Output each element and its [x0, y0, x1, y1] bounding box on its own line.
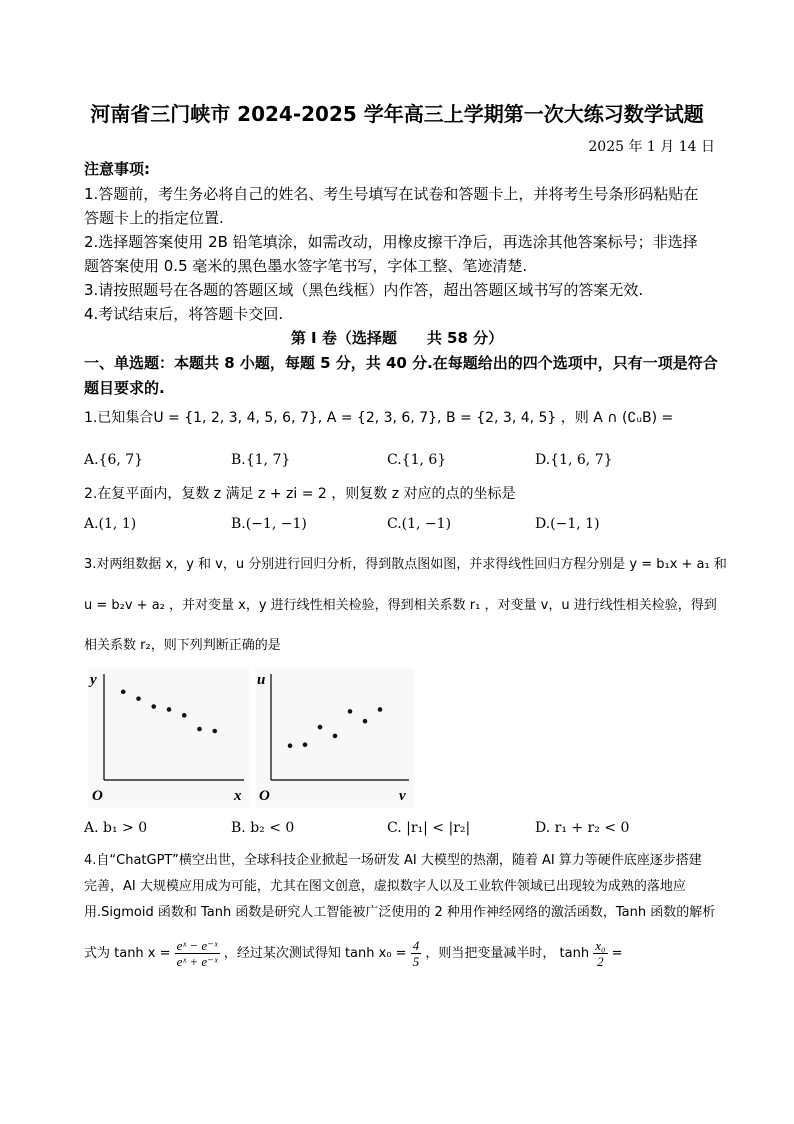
question-4-formula [84, 934, 623, 974]
scatter-point [318, 725, 323, 730]
note-line: 3.请按照题号在各题的答题区域（黑色线框）内作答，超出答题区域书写的答案无效. [84, 281, 644, 299]
page-title: 河南省三门峡市 2024-2025 学年高三上学期第一次大练习数学试题 [90, 102, 704, 126]
tanh-numerator: eˣ − e⁻ˣ [176, 938, 218, 953]
q2-option-d[interactable]: D.(−1, 1) [535, 516, 600, 532]
note-line: 4.考试结束后，将答题卡交回. [84, 305, 284, 323]
scatter-point [167, 707, 172, 712]
question-4-stem: 用.Sigmoid 函数和 Tanh 函数是研究人工智能被广泛使用的 2 种用作神经网络的激活函数，Tanh 函数的解析 [84, 905, 716, 920]
q3-option-c[interactable]: C. |r₁| < |r₂| [387, 820, 471, 836]
q1-option-b[interactable]: B.{1, 7} [231, 452, 291, 468]
value-fraction [411, 938, 422, 969]
formula-tail: ，则当把变量减半时， [425, 946, 556, 961]
q3-option-a[interactable]: A. b₁ > 0 [84, 820, 148, 836]
value-numerator: 4 [412, 938, 420, 953]
formula-mid: ，经过某次测试得知 tanh x₀ = [223, 946, 407, 961]
part-heading: 一、单选题：本题共 8 小题，每题 5 分，共 40 分.在每题给出的四个选项中，只有一项是符合 [84, 354, 718, 372]
origin-label: O [259, 788, 270, 804]
half-fraction [593, 938, 607, 969]
x-axis-label: x [234, 788, 242, 804]
scatter-point [212, 729, 217, 734]
question-4-stem: 4.自“ChatGPT”横空出世，全球科技企业掀起一场研发 AI 大模型的热潮，随着 AI 算力等硬件底座逐步搭建 [84, 853, 702, 868]
scatter-plot-xy [88, 668, 250, 808]
tanh-denominator: eˣ + e⁻ˣ [176, 954, 218, 969]
scatter-point [363, 719, 368, 724]
value-denominator: 5 [412, 954, 420, 969]
q3-option-b[interactable]: B. b₂ < 0 [231, 820, 295, 836]
scatter-point [182, 713, 187, 718]
section-title: 第 I 卷（选择题 共 58 分） [290, 329, 504, 347]
y-axis-label: u [257, 672, 266, 688]
scatter-point [378, 707, 383, 712]
note-line: 题答案使用 0.5 毫米的黑色墨水签字笔书写，字体工整、笔迹清楚. [84, 257, 528, 275]
scatter-point [121, 690, 126, 695]
scatter-point [197, 727, 202, 732]
part-heading: 题目要求的. [84, 379, 165, 397]
y-axis-label: y [90, 672, 97, 688]
question-3-stem: u = b₂v + a₂ ，并对变量 x，y 进行线性相关检验，得到相关系数 r₁ ，对变量 v，u 进行线性相关检验，得到 [84, 598, 717, 613]
half-tail: = [611, 946, 623, 961]
plot-background [89, 669, 250, 808]
question-4-stem: 完善，AI 大规模应用成为可能，尤其在图文创意，虚拟数字人以及工业软件领域已出现较为成熟的落地应 [84, 879, 686, 894]
tanh-fraction [175, 938, 220, 969]
half-denominator: 2 [597, 954, 604, 969]
q3-option-d[interactable]: D. r₁ + r₂ < 0 [535, 820, 630, 836]
question-3-stem: 相关系数 r₂，则下列判断正确的是 [84, 638, 281, 653]
formula-prefix: 式为 tanh x = [84, 946, 171, 961]
notes-heading: 注意事项: [84, 160, 150, 178]
q2-option-c[interactable]: C.(1, −1) [387, 516, 452, 532]
note-line: 2.选择题答案使用 2B 铅笔填涂，如需改动，用橡皮擦干净后，再选涂其他答案标号；非选择 [84, 233, 698, 251]
q1-option-d[interactable]: D.{1, 6, 7} [535, 452, 613, 468]
scatter-point [348, 709, 353, 714]
question-3-stem: 3.对两组数据 x，y 和 v，u 分别进行回归分析，得到散点图如图，并求得线性回归方程分别是 y = b₁x + a₁ 和 [84, 557, 727, 572]
scatter-plot-vu [255, 668, 415, 808]
q2-option-a[interactable]: A.(1, 1) [84, 516, 137, 532]
question-1-stem: 1.已知集合U = {1, 2, 3, 4, 5, 6, 7}, A = {2, 3, 6, 7}, B = {2, 3, 4, 5} ，则 A ∩ (∁ᵤB) = [84, 410, 674, 426]
question-2-stem: 2.在复平面内，复数 z 满足 z + zi = 2 ，则复数 z 对应的点的坐标是 [84, 486, 516, 502]
q2-option-b[interactable]: B.(−1, −1) [231, 516, 307, 532]
scatter-point [333, 734, 338, 739]
scatter-point [136, 696, 141, 701]
note-line: 1.答题前，考生务必将自己的姓名、考生号填写在试卷和答题卡上，并将考生号条形码粘贴在 [84, 185, 699, 203]
scatter-point [151, 704, 156, 709]
scatter-point [288, 743, 293, 748]
half-numerator: x₀ [595, 938, 606, 953]
q1-option-a[interactable]: A.{6, 7} [84, 452, 144, 468]
q1-option-c[interactable]: C.{1, 6} [387, 452, 447, 468]
exam-date: 2025 年 1 月 14 日 [588, 139, 715, 155]
note-line: 答题卡上的指定位置. [84, 209, 224, 227]
origin-label: O [92, 788, 103, 804]
half-prefix: tanh [559, 946, 590, 961]
scatter-point [303, 742, 308, 747]
x-axis-label: v [399, 788, 406, 804]
